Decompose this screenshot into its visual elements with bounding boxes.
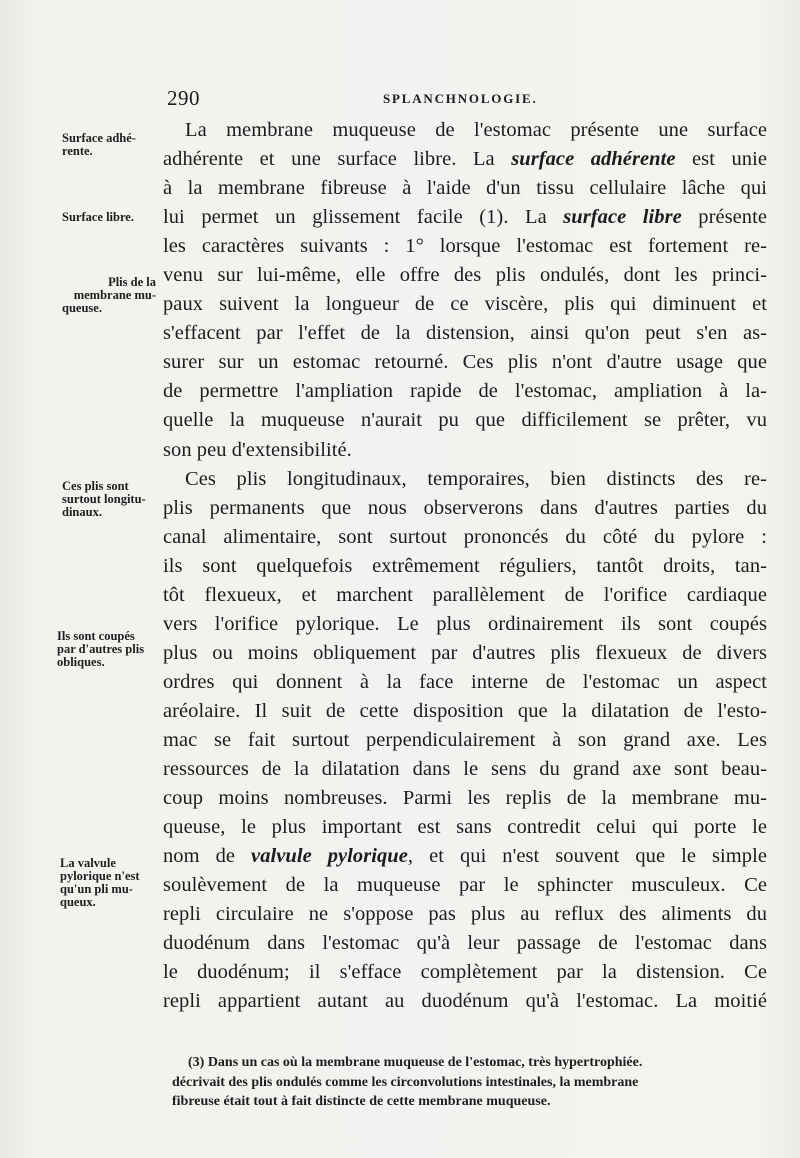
text-line: paux suivent la longueur de ce viscère, plis qui diminuent et xyxy=(163,293,767,316)
text-line: aréolaire. Il suit de cette disposition que la dilatation de l'esto- xyxy=(163,699,767,722)
text-line: soulèvement de la muqueuse par le sphincter musculeux. Ce xyxy=(163,874,767,897)
emphasis-valvule-pylorique: valvule pylorique xyxy=(251,845,408,868)
footnote-line: (3) Dans un cas où la membrane muqueuse de l'estomac, très hypertrophiée. xyxy=(188,1055,643,1070)
text-line: coup moins nombreuses. Parmi les replis de la membrane mu- xyxy=(163,787,767,810)
text-line: ordres qui donnent à la face interne de l'estomac un aspect xyxy=(163,670,767,693)
text-line: La membrane muqueuse de l'estomac présente une surface xyxy=(185,119,767,141)
text-line: vers l'orifice pylorique. Le plus ordinairement ils sont coupés xyxy=(163,612,767,635)
margin-note-line: obliques. xyxy=(57,655,105,669)
margin-note-surface-libre xyxy=(62,211,134,224)
text-line: ressources de la dilatation dans le sens du grand axe sont beau- xyxy=(163,758,767,781)
margin-note-line: pylorique n'est xyxy=(60,869,140,883)
text-line: le duodénum; il s'efface complètement par la distension. Ce xyxy=(163,961,767,984)
text-line: plis permanents que nous observerons dans d'autres parties du xyxy=(163,496,767,519)
text-line: quelle la muqueuse n'aurait pu que difficilement se prêter, vu xyxy=(163,409,767,432)
text-line: venu sur lui-même, elle offre des plis ondulés, dont les princi- xyxy=(163,264,767,287)
margin-note-line: par d'autres plis xyxy=(57,642,145,656)
margin-note-line: Surface adhé- xyxy=(62,131,136,145)
text-line: ils sont quelquefois extrêmement réguliers, tantôt droits, tan- xyxy=(163,554,767,577)
margin-note-line: membrane mu- xyxy=(73,288,156,302)
text-line: à la membrane fibreuse à l'aide d'un tissu cellulaire lâche qui xyxy=(163,177,767,200)
page-header xyxy=(167,86,767,114)
text-line: canal alimentaire, sont surtout prononcés du côté du pylore : xyxy=(163,525,767,548)
margin-note-plis-obliques xyxy=(57,630,144,669)
text-line: tôt flexueux, et marchent parallèlement de l'orifice cardiaque xyxy=(163,583,767,606)
text-fragment: présente xyxy=(681,206,767,229)
footnote-line: fibreuse était tout à fait distincte de cette membrane muqueuse. xyxy=(172,1094,551,1109)
margin-note-line: Ces plis sont xyxy=(62,479,129,493)
text-line: surer sur un estomac retourné. Ces plis n'ont d'autre usage que xyxy=(163,351,767,374)
page-number: 290 xyxy=(167,86,200,110)
text-fragment: est unie xyxy=(675,148,767,171)
text-line xyxy=(163,203,767,232)
running-title: SPLANCHNOLOGIE. xyxy=(383,91,538,106)
text-line: plus ou moins obliquement par d'autres plis flexueux de divers xyxy=(163,641,767,664)
footnote xyxy=(172,1053,772,1112)
emphasis-surface-adherente: surface adhérente xyxy=(511,148,676,171)
text-fragment: lui permet un glissement facile (1). La xyxy=(163,206,547,229)
text-fragment: nom de xyxy=(163,845,236,868)
text-line: repli circulaire ne s'oppose pas plus au reflux des aliments du xyxy=(163,903,767,926)
text-line: repli appartient autant au duodénum qu'à l'estomac. La moitié xyxy=(163,990,767,1013)
text-line: mac se fait surtout perpendiculairement à son grand axe. Les xyxy=(163,728,767,751)
margin-note-plis-muqueuse xyxy=(62,276,156,315)
margin-note-line: queux. xyxy=(60,895,96,909)
text-line: Ces plis longitudinaux, temporaires, bien distincts des re- xyxy=(185,467,767,490)
margin-note-line: Ils sont coupés xyxy=(57,629,135,643)
footnote-line: décrivait des plis ondulés comme les circonvolutions intestinales, la membrane xyxy=(172,1074,639,1090)
margin-note-line: La valvule xyxy=(60,856,116,870)
margin-note-line: Plis de la xyxy=(108,275,156,289)
margin-note-line: qu'un pli mu- xyxy=(60,882,133,896)
text-line: duodénum dans l'estomac qu'à leur passage de l'estomac dans xyxy=(163,932,767,955)
margin-note-surface-adherente xyxy=(62,132,136,158)
text-fragment: , et qui n'est souvent que le simple xyxy=(407,845,767,868)
margin-note-line: rente. xyxy=(62,144,93,158)
text-line: s'effacent par l'effet de la distension, ainsi qu'on peut s'en as- xyxy=(163,322,767,345)
margin-note-valvule xyxy=(60,857,140,909)
margin-note-line: queuse. xyxy=(62,301,102,315)
body-text xyxy=(163,116,767,1016)
text-line: son peu d'extensibilité. xyxy=(163,438,352,461)
text-line: de permettre l'ampliation rapide de l'estomac, ampliation à la- xyxy=(163,380,767,403)
text-fragment: adhérente et une surface libre. xyxy=(163,148,457,171)
text-line xyxy=(163,842,767,871)
text-line: les caractères suivants : 1° lorsque l'estomac est fortement re- xyxy=(163,235,767,258)
margin-note-plis-longitudinaux xyxy=(62,480,146,519)
margin-note-line: dinaux. xyxy=(62,505,102,519)
text-line: adhérente et une surface libre. La surface adhérente est unie xyxy=(163,148,767,171)
text-line: queuse, le plus important est sans contredit celui qui porte le xyxy=(163,816,767,839)
margin-note-line: Surface libre. xyxy=(62,210,134,224)
emphasis-surface-libre: surface libre xyxy=(563,206,682,229)
margin-note-line: surtout longitu- xyxy=(62,492,146,506)
